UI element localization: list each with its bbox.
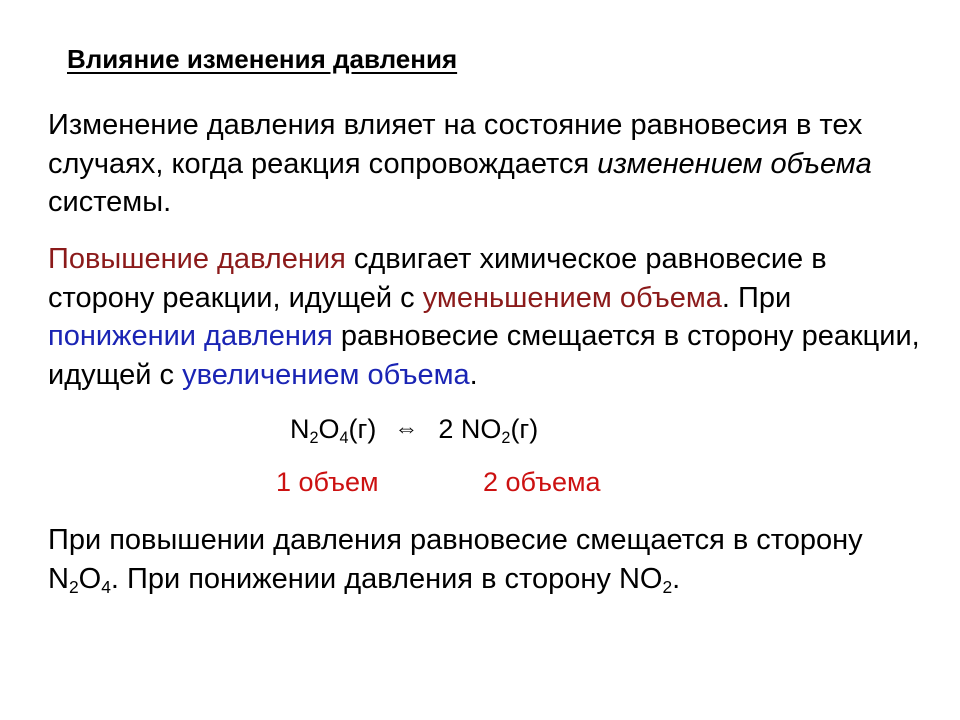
subscript: 2 xyxy=(501,428,511,447)
text: системы. xyxy=(48,186,172,218)
paragraph-pressure-effect xyxy=(48,240,928,394)
text: равновесие смещается в сторону реакции, идущей с xyxy=(48,320,920,391)
phase: (г) xyxy=(348,414,377,444)
subscript: 2 xyxy=(309,428,319,447)
subscript: 4 xyxy=(101,576,111,597)
highlight-volume-decrease: уменьшением объема xyxy=(422,281,722,314)
equilibrium-arrow-icon: ⇔ xyxy=(394,415,419,442)
symbol: 2 NO xyxy=(438,414,502,444)
formula-n2o4 xyxy=(290,414,377,447)
highlight-pressure-increase: Повышение давления xyxy=(48,243,346,275)
volume-right-label: 2 объема xyxy=(483,467,601,497)
phase: (г) xyxy=(510,414,539,444)
text: При повышении давления равновесие смещается в сторону N xyxy=(48,524,863,595)
highlight-volume-increase: увеличением объема xyxy=(182,358,470,391)
text: O xyxy=(78,562,102,595)
subscript: 4 xyxy=(339,428,349,447)
text: сдвигает химическое равновесие в сторону реакции, идущей с xyxy=(48,243,827,314)
text: . xyxy=(672,562,681,595)
subscript: 2 xyxy=(662,576,673,597)
paragraph-pressure-intro xyxy=(48,106,928,222)
volume-left-label: 1 объем xyxy=(276,467,379,497)
chemical-equation xyxy=(290,414,538,445)
paragraph-conclusion xyxy=(48,521,928,598)
text: . xyxy=(469,358,478,391)
text: . При понижении давления в сторону NO xyxy=(110,562,663,595)
emphasis-volume-change: изменением объема xyxy=(597,147,872,180)
text: . При xyxy=(721,281,792,314)
text: Изменение давления влияет на состояние равновесия в тех случаях, когда реакция сопровождается xyxy=(48,109,863,180)
slide-title: Влияние изменения давления xyxy=(67,44,458,74)
formula-no2 xyxy=(438,414,539,447)
highlight-pressure-decrease: понижении давления xyxy=(48,320,333,352)
symbol: N xyxy=(290,414,310,444)
subscript: 2 xyxy=(68,576,79,597)
symbol: O xyxy=(318,414,340,444)
